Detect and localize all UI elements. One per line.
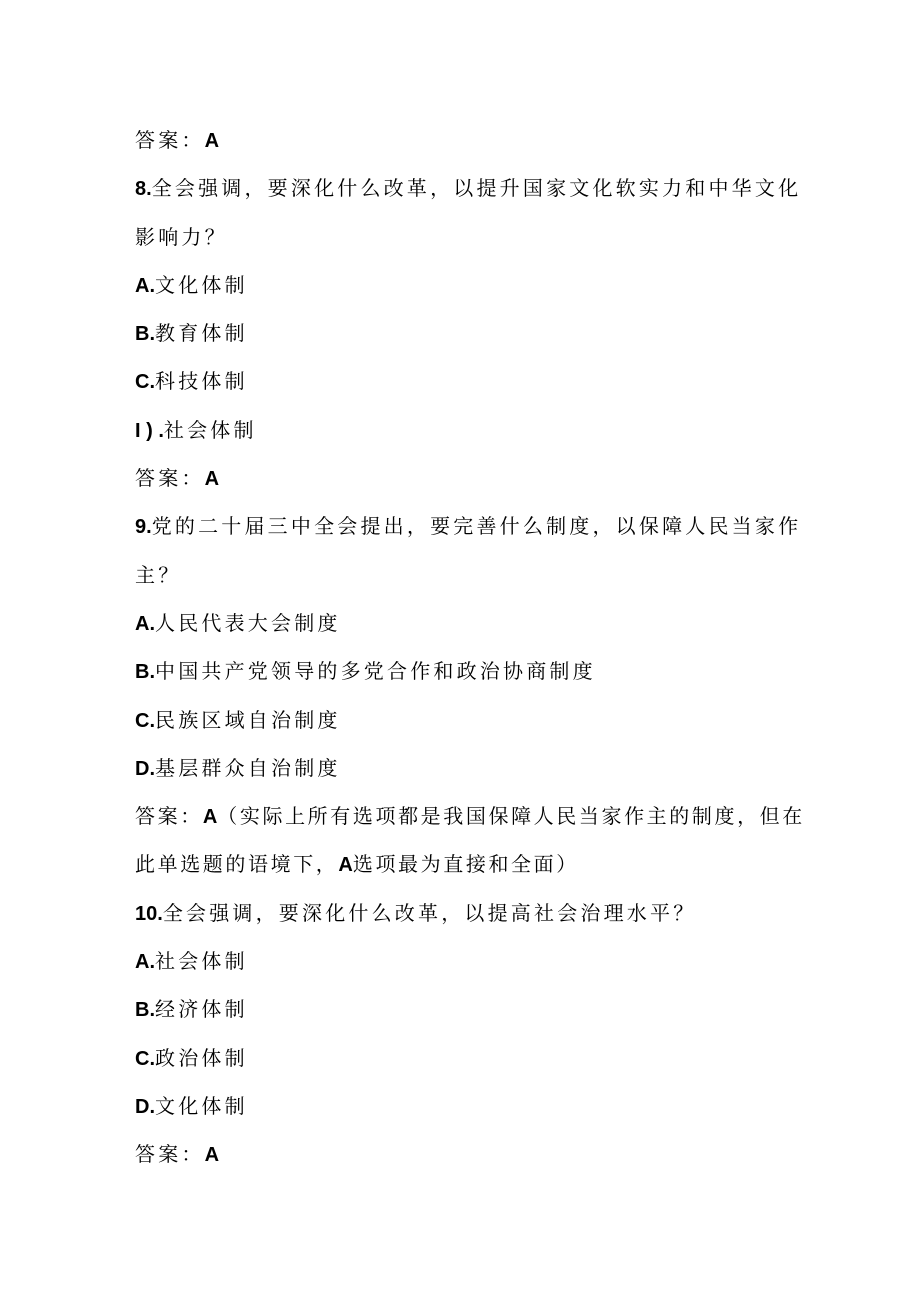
option-letter: A. <box>135 274 155 297</box>
option-text: 民族区域自治制度 <box>155 707 341 732</box>
option-letter: B. <box>135 999 155 1022</box>
answer-value: A <box>204 1144 220 1167</box>
answer-value: A <box>202 806 218 829</box>
question-number: 8. <box>135 178 152 201</box>
question-text: 影响力？ <box>135 224 228 249</box>
q9-option-d <box>135 752 795 800</box>
q10-question-line1 <box>135 897 795 945</box>
q8-question-line2 <box>135 221 795 269</box>
q10-option-c <box>135 1042 795 1090</box>
answer-note: 选项最为直接和全面） <box>352 852 579 877</box>
question-text: 全会强调，要深化什么改革，以提高社会治理水平？ <box>162 900 697 925</box>
answer-label: 答案： <box>135 466 205 491</box>
option-text: 政治体制 <box>155 1045 248 1070</box>
question-text: 党的二十届三中全会提出，要完善什么制度，以保障人民当家作 <box>151 514 802 539</box>
answer-value: A <box>204 468 220 491</box>
question-number: 10. <box>135 902 163 925</box>
q10-option-b <box>135 993 795 1041</box>
document-page <box>135 124 805 1187</box>
q8-option-b <box>135 317 795 365</box>
option-letter: I ) . <box>135 419 164 442</box>
option-letter: D. <box>135 1095 155 1118</box>
option-letter: B. <box>135 661 155 684</box>
q10-answer <box>135 1138 795 1186</box>
q9-question-line1 <box>135 510 802 558</box>
option-text: 人民代表大会制度 <box>155 610 341 635</box>
q9-answer <box>135 800 805 848</box>
answer-note: （实际上所有选项都是我国保障人民当家作主的制度，但在 <box>217 804 805 829</box>
option-letter: C. <box>135 371 155 394</box>
q8-option-d <box>135 414 795 462</box>
answer-label: 答案： <box>135 128 205 152</box>
q8-question-line1 <box>135 172 802 220</box>
option-text: 社会体制 <box>155 949 248 974</box>
option-text: 中国共产党领导的多党合作和政治协商制度 <box>155 659 596 684</box>
question-text: 主？ <box>135 562 182 587</box>
option-text: 基层群众自治制度 <box>155 755 341 780</box>
option-text: 教育体制 <box>155 321 248 346</box>
answer-note-letter: A <box>338 854 353 877</box>
option-letter: A. <box>135 951 155 974</box>
option-letter: D. <box>135 757 155 780</box>
option-text: 经济体制 <box>155 997 248 1022</box>
q7-answer <box>135 124 795 172</box>
question-text: 全会强调，要深化什么改革，以提升国家文化软实力和中华文化 <box>151 176 802 201</box>
answer-value: A <box>204 130 220 152</box>
q8-option-c <box>135 365 795 413</box>
option-text: 科技体制 <box>155 369 248 394</box>
q9-option-b <box>135 655 795 703</box>
option-letter: C. <box>135 1047 155 1070</box>
option-text: 文化体制 <box>155 272 248 297</box>
option-text: 文化体制 <box>155 1093 248 1118</box>
answer-label: 答案： <box>135 1142 205 1167</box>
q10-option-d <box>135 1090 795 1138</box>
q8-answer <box>135 462 795 510</box>
question-number: 9. <box>135 516 152 539</box>
option-letter: B. <box>135 323 155 346</box>
q9-option-a <box>135 607 795 655</box>
option-text: 社会体制 <box>163 417 257 442</box>
q8-option-a <box>135 269 795 317</box>
answer-label: 答案： <box>135 804 203 829</box>
q9-option-c <box>135 704 795 752</box>
option-letter: C. <box>135 709 155 732</box>
answer-note: 此单选题的语境下， <box>135 852 339 877</box>
q9-question-line2 <box>135 559 795 607</box>
q9-answer-note-line2 <box>135 848 795 896</box>
option-letter: A. <box>135 612 155 635</box>
q10-option-a <box>135 945 795 993</box>
